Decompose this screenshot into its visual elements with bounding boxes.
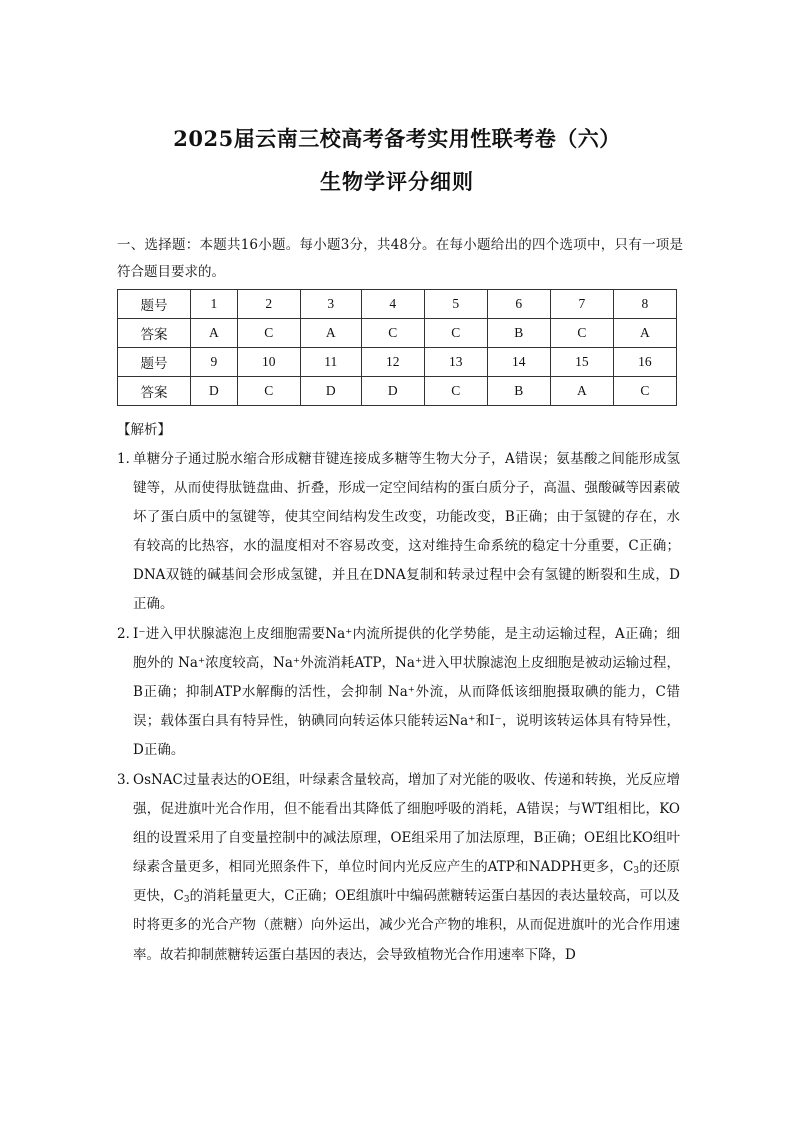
- table-cell: 4: [361, 290, 424, 319]
- table-cell: 12: [361, 348, 424, 377]
- table-cell: 答案: [118, 319, 191, 348]
- table-cell: D: [191, 377, 238, 406]
- table-cell: A: [613, 319, 676, 348]
- analysis-heading: 【解析】: [117, 422, 171, 438]
- table-cell: 9: [191, 348, 238, 377]
- item-text-part: OsNAC过量表达的OE组，叶绿素含量较高，增加了对光能的吸收、传递和转换，光反应增强，促进旗叶光合作用，但不能看出其降低了细胞呼吸的消耗，A错误；与WT组相比，KO组的设置采用了自变量控制中的减法原理，OE组采用了加法原理，B正确；OE组比KO组叶绿素含量更多，相同光照条件下，单位时间内光反应产生的ATP和NADPH更多，C: [133, 772, 680, 876]
- table-cell: 15: [550, 348, 613, 377]
- subscript: 3: [183, 895, 190, 906]
- table-cell: C: [237, 377, 300, 406]
- table-cell: 5: [424, 290, 487, 319]
- table-cell: D: [361, 377, 424, 406]
- item-text: [117, 766, 680, 970]
- table-cell: 题号: [118, 290, 191, 319]
- section-instruction: 一、选择题：本题共16小题。每小题3分，共48分。在每小题给出的四个选项中，只有一项是符合题目要求的。: [117, 237, 683, 280]
- item-text: I⁻进入甲状腺滤泡上皮细胞需要Na⁺内流所提供的化学势能，是主动运输过程，A正确；细胞外的 Na⁺浓度较高，Na⁺外流消耗ATP，Na⁺进入甲状腺滤泡上皮细胞是被动运输过程，B正确；抑制ATP水解酶的活性，会抑制 Na⁺外流，从而降低该细胞摄取碘的能力，C错误；载体蛋白具有特异性，钠碘同向转运体只能转运Na⁺和I⁻，说明该转运体具有特异性，D正确。: [133, 626, 680, 759]
- table-cell: 题号: [118, 348, 191, 377]
- table-cell: C: [550, 319, 613, 348]
- item-text: 单糖分子通过脱水缩合形成糖苷键连接成多糖等生物大分子，A错误；氨基酸之间能形成氢键等，从而使得肽链盘曲、折叠，形成一定空间结构的蛋白质分子，高温、强酸碱等因素破坏了蛋白质中的氢键等，使其空间结构发生改变，功能改变，B正确；由于氢键的存在，水有较高的比热容，水的温度相对不容易改变，这对维持生命系统的稳定十分重要，C正确；DNA双链的碱基间会形成氢键，并且在DNA复制和转录过程中会有氢键的断裂和生成，D正确。: [133, 451, 680, 613]
- table-cell: 16: [613, 348, 676, 377]
- table-cell: C: [613, 377, 676, 406]
- subscript: 3: [633, 866, 640, 877]
- table-row: [118, 290, 677, 319]
- table-cell: 10: [237, 348, 300, 377]
- analysis-item: [117, 620, 680, 765]
- table-cell: 3: [300, 290, 361, 319]
- table-row: [118, 377, 677, 406]
- table-cell: C: [424, 319, 487, 348]
- table-cell: 8: [613, 290, 676, 319]
- table-row: [118, 348, 677, 377]
- table-cell: 13: [424, 348, 487, 377]
- document-title: 2025届云南三校高考备考实用性联考卷（六）: [173, 126, 621, 151]
- item-number: 1．: [117, 451, 140, 467]
- answer-table: [117, 289, 677, 406]
- analysis-item: [117, 445, 680, 620]
- table-cell: 14: [487, 348, 550, 377]
- table-cell: C: [361, 319, 424, 348]
- table-cell: 1: [191, 290, 238, 319]
- table-cell: 6: [487, 290, 550, 319]
- table-row: [118, 319, 677, 348]
- table-cell: 7: [550, 290, 613, 319]
- table-cell: A: [300, 319, 361, 348]
- table-cell: 答案: [118, 377, 191, 406]
- item-text-part: 的还原更快，C: [133, 859, 680, 905]
- table-cell: 11: [300, 348, 361, 377]
- item-text-part: 的消耗量更大，C正确；OE组旗叶中编码蔗糖转运蛋白基因的表达量较高，可以及时将更多的光合产物（蔗糖）向外运出，减少光合产物的堆积，从而促进旗叶的光合作用速率。故若抑制蔗糖转运蛋白基因的表达，会导致植物光合作用速率下降，D: [133, 888, 680, 963]
- table-cell: D: [300, 377, 361, 406]
- table-cell: C: [237, 319, 300, 348]
- table-cell: B: [487, 377, 550, 406]
- table-cell: A: [191, 319, 238, 348]
- table-cell: A: [550, 377, 613, 406]
- table-cell: B: [487, 319, 550, 348]
- document-subtitle: 生物学评分细则: [320, 169, 474, 194]
- analysis-item: [117, 766, 680, 970]
- item-number: 2．: [117, 626, 140, 642]
- item-number: 3．: [117, 772, 140, 788]
- table-cell: C: [424, 377, 487, 406]
- table-cell: 2: [237, 290, 300, 319]
